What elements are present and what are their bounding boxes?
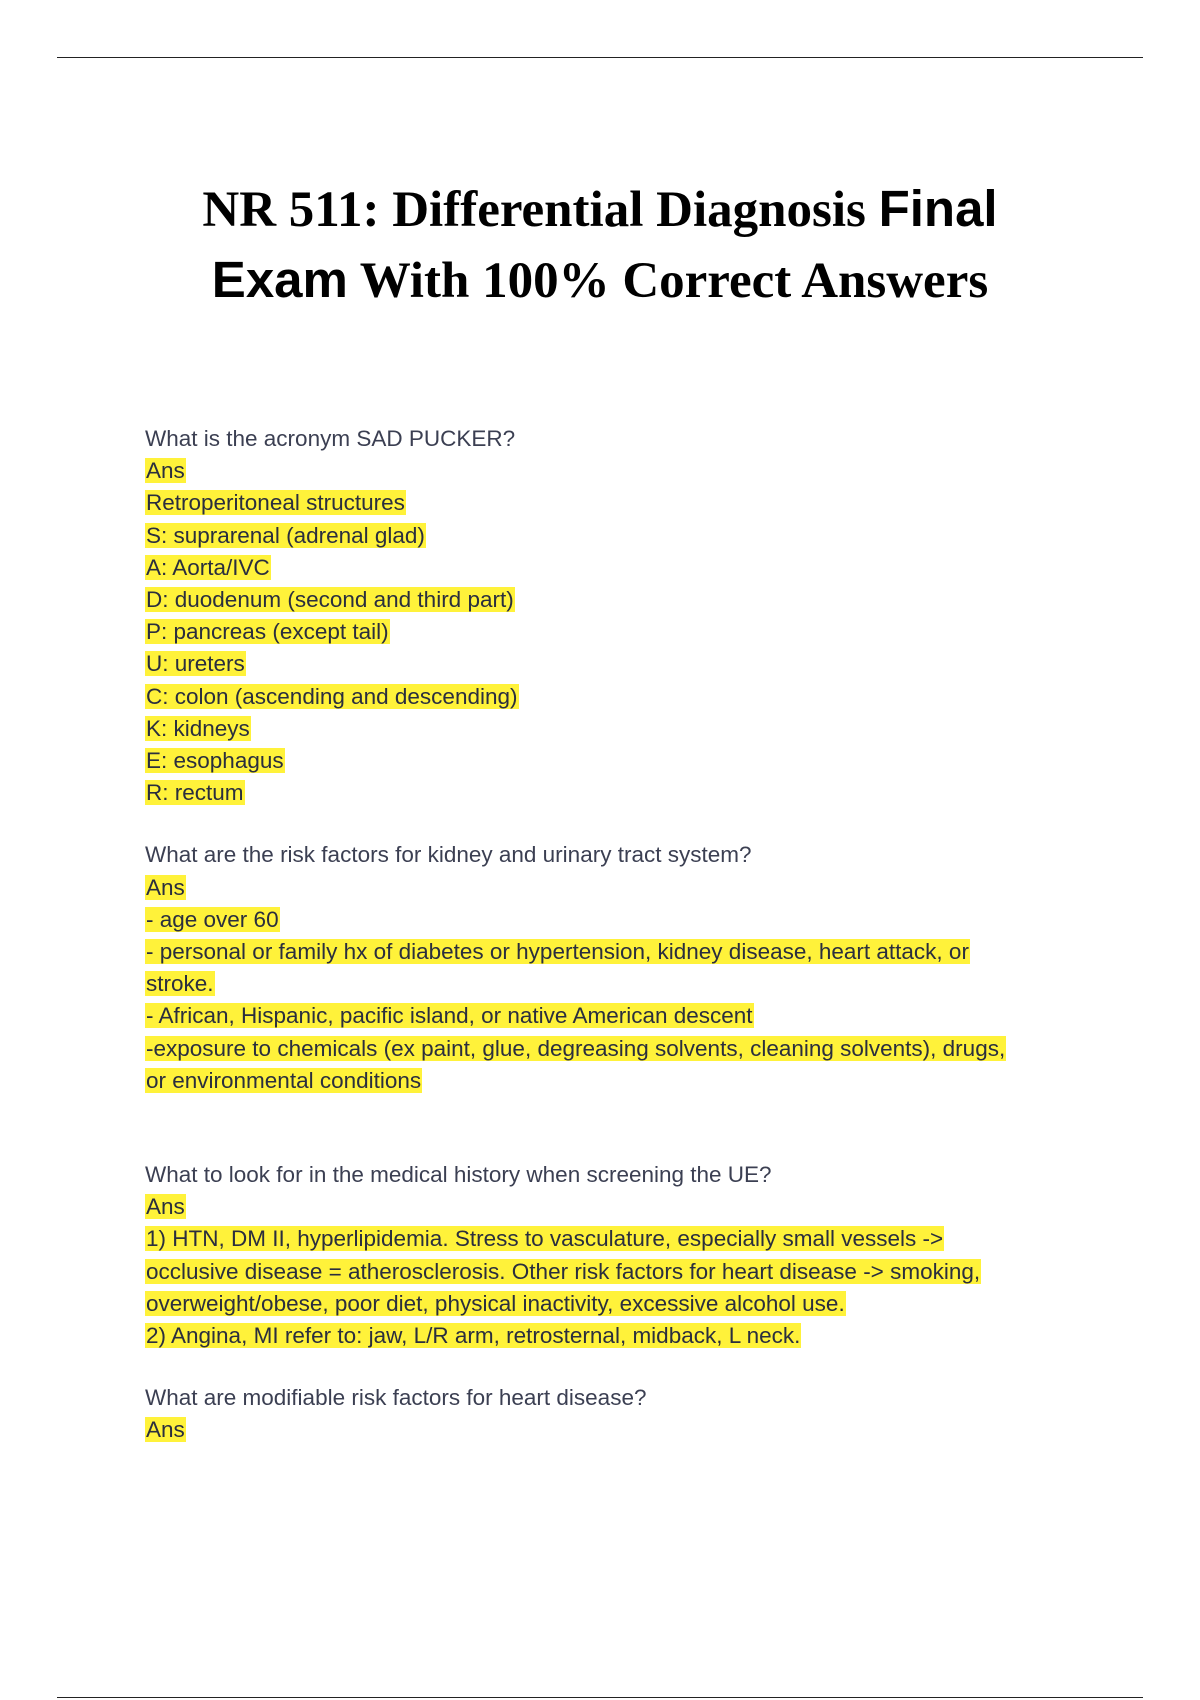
answer-2-line: -exposure to chemicals (ex paint, glue, degreasing solvents, cleaning solvents), drugs,: [146, 1035, 1006, 1061]
answer-1-line: K: kidneys: [146, 715, 250, 741]
answer-2-line: or environmental conditions: [146, 1067, 422, 1093]
answer-1-line: P: pancreas (except tail): [146, 619, 389, 645]
answer-label-3: Ans: [146, 1194, 185, 1220]
answer-3-line: 1) HTN, DM II, hyperlipidemia. Stress to vasculature, especially small vessels ->: [146, 1226, 944, 1252]
answer-label-1: Ans: [146, 458, 185, 484]
bottom-rule: [57, 1697, 1143, 1698]
answer-1-line: A: Aorta/IVC: [146, 554, 270, 580]
answer-1-line: C: colon (ascending and descending): [146, 683, 518, 709]
answer-3-line: overweight/obese, poor diet, physical inactivity, excessive alcohol use.: [146, 1290, 845, 1316]
answer-3-line: occlusive disease = atherosclerosis. Other risk factors for heart disease -> smoking,: [146, 1258, 981, 1284]
question-4: What are modifiable risk factors for heart disease?: [145, 1385, 647, 1411]
qa-block-4: [145, 1382, 1085, 1446]
top-rule: [57, 57, 1143, 58]
answer-label-4: Ans: [146, 1417, 185, 1443]
answer-label-2: Ans: [146, 874, 185, 900]
qa-block-3: [145, 1159, 1085, 1352]
answer-1-line: Retroperitoneal structures: [146, 490, 405, 516]
qa-content: [145, 423, 1085, 1447]
answer-2-line: - personal or family hx of diabetes or hypertension, kidney disease, heart attack, or: [146, 939, 969, 965]
answer-1-line: S: suprarenal (adrenal glad): [146, 522, 425, 548]
title-part-2: Final: [878, 180, 998, 238]
qa-block-2: [145, 839, 1085, 1097]
qa-block-1: [145, 423, 1085, 809]
answer-1-line: U: ureters: [146, 651, 245, 677]
question-3: What to look for in the medical history when screening the UE?: [145, 1162, 772, 1188]
answer-2-line: - age over 60: [146, 906, 279, 932]
answer-1-line: E: esophagus: [146, 748, 284, 774]
title-part-3: Exam: [211, 251, 348, 309]
answer-1-line: D: duodenum (second and third part): [146, 587, 514, 613]
title-part-1: NR 511: Differential Diagnosis: [202, 182, 879, 239]
question-2: What are the risk factors for kidney and urinary tract system?: [145, 842, 752, 868]
answer-1-line: R: rectum: [146, 780, 244, 806]
document-title: [100, 174, 1100, 316]
answer-3-line: 2) Angina, MI refer to: jaw, L/R arm, retrosternal, midback, L neck.: [146, 1323, 801, 1349]
answer-2-line: - African, Hispanic, pacific island, or native American descent: [146, 1003, 753, 1029]
question-1: What is the acronym SAD PUCKER?: [145, 426, 516, 451]
title-part-4: With 100% Correct Answers: [347, 253, 989, 310]
answer-2-line: stroke.: [146, 971, 214, 997]
